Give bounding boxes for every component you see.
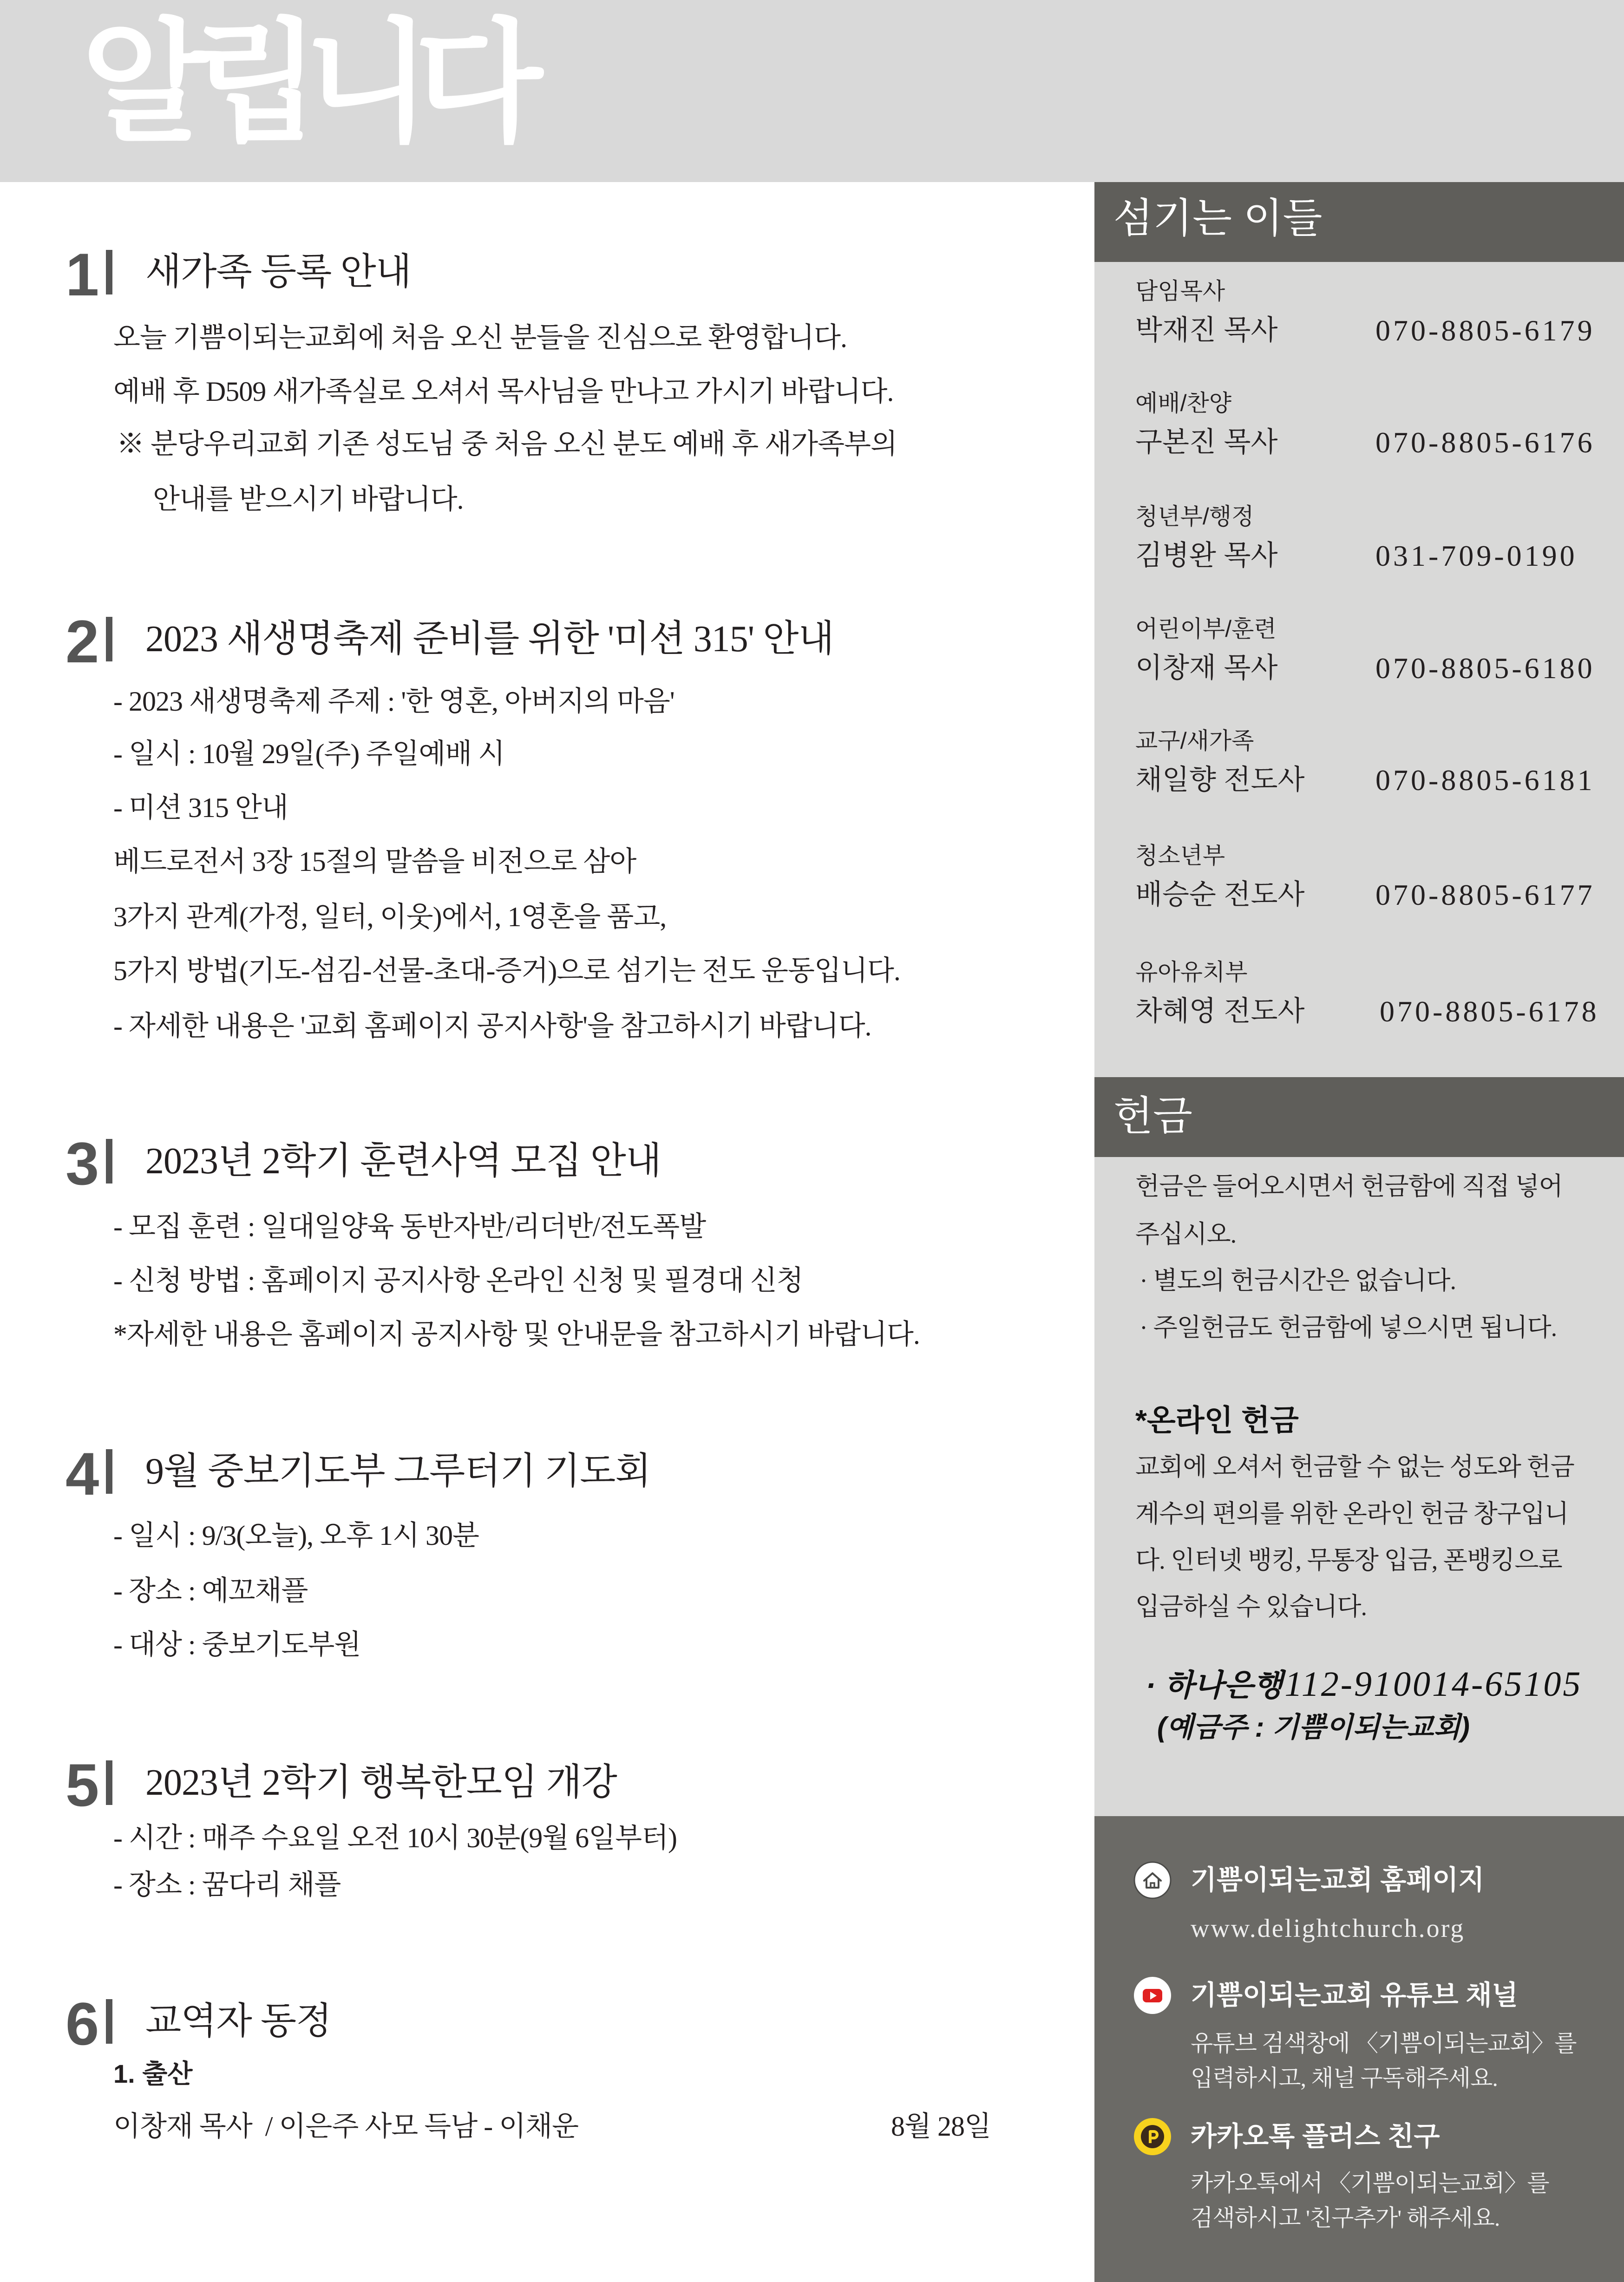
section-line: - 장소 : 꿈다리 채플 [113,1870,341,1900]
staff-name: 구본진 목사 [1135,426,1278,458]
offering-intro-line: 주십시오. [1135,1220,1237,1248]
staff-phone: 070-8805-6179 [1375,314,1595,347]
offering-heading: 헌금 [1113,1093,1193,1139]
section-title: 교역자 동정 [145,2001,332,2042]
account-number: 112-910014-65105 [1284,1665,1583,1704]
section-bar [106,1449,112,1494]
section-line: *자세한 내용은 홈페이지 공지사항 및 안내문을 참고하시기 바랍니다. [113,1319,920,1350]
section-title: 2023년 2학기 훈련사역 모집 안내 [145,1141,661,1182]
staff-role: 예배/찬양 [1135,390,1232,416]
section-line: - 일시 : 9/3(오늘), 오후 1시 30분 [113,1520,479,1551]
staff-phone: 070-8805-6176 [1375,426,1595,459]
staff-role: 청소년부 [1135,843,1225,869]
staff-name: 김병완 목사 [1135,540,1278,571]
staff-entry [1135,961,1600,1035]
online-offering-line: 계수의 편의를 위한 온라인 헌금 창구입니 [1135,1500,1569,1528]
birth-date: 8월 28일 [891,2111,991,2142]
kakao-icon [1133,2118,1172,2156]
section-line: - 2023 새생명축제 주제 : '한 영혼, 아버지의 마음' [113,686,674,717]
staff-entry [1135,844,1600,918]
youtube-icon [1133,1976,1172,2014]
link-description: 입력하시고, 채널 구독해주세요. [1191,2065,1498,2091]
section-bar [106,250,112,294]
section-line: - 자세한 내용은 '교회 홈페이지 공지사항'을 참고하시기 바랍니다. [113,1011,871,1041]
section-number: 4 [65,1440,99,1508]
link-description: 유튜브 검색창에 〈기쁨이되는교회〉를 [1191,2030,1577,2056]
section-line: 오늘 기쁨이되는교회에 처음 오신 분들을 진심으로 환영합니다. [113,322,847,353]
birth-announcement: 이창재 목사 / 이은주 사모 득남 - 이채운 [113,2111,579,2142]
section-number: 3 [65,1130,99,1197]
staff-phone: 070-8805-6180 [1375,652,1595,685]
staff-entry [1135,729,1600,804]
section-line: 안내를 받으시기 바랍니다. [153,484,464,515]
offering-intro-line: 헌금은 들어오시면서 헌금함에 직접 넣어 [1135,1172,1563,1200]
section-number: 1 [65,241,99,308]
section-title: 새가족 등록 안내 [145,252,411,293]
page-title: 알립니다 [81,9,526,157]
section-title: 9월 중보기도부 그루터기 기도회 [145,1451,651,1492]
staff-name: 이창재 목사 [1135,652,1278,683]
homepage-title: 기쁨이되는교회 홈페이지 [1191,1865,1485,1895]
section-bar [106,1139,112,1184]
link-description: 검색하시고 '친구추가' 해주세요. [1191,2205,1500,2231]
section-number: 6 [65,1990,99,2058]
staff-role: 청년부/행정 [1135,503,1254,530]
staff-role: 유아유치부 [1135,959,1248,985]
offering-note: · 주일헌금도 헌금함에 넣으시면 됩니다. [1139,1314,1557,1341]
website-url: www.delightchurch.org [1191,1914,1465,1943]
section-line: - 일시 : 10월 29일(주) 주일예배 시 [113,739,505,769]
section-subheading: 1. 출산 [113,2059,193,2088]
section-title: 2023년 2학기 행복한모임 개강 [145,1762,617,1803]
section-line: - 대상 : 중보기도부원 [113,1629,361,1660]
online-offering-line: 다. 인터넷 뱅킹, 무통장 입금, 폰뱅킹으로 [1135,1546,1562,1574]
staff-role: 담임목사 [1135,278,1225,304]
link-description: 카카오톡에서 〈기쁨이되는교회〉를 [1191,2170,1549,2196]
staff-entry [1135,392,1600,466]
online-offering-line: 교회에 오셔서 헌금할 수 없는 성도와 헌금 [1135,1453,1574,1481]
staff-role: 교구/새가족 [1135,728,1254,754]
bank-account [1146,1667,1582,1702]
section-number: 5 [65,1751,99,1819]
account-holder: (예금주 : 기쁨이되는교회) [1157,1712,1470,1743]
staff-entry [1135,505,1600,579]
staff-phone: 031-709-0190 [1375,539,1578,572]
staff-name: 차혜영 전도사 [1135,995,1305,1027]
section-bar [106,1760,112,1805]
bank-name: · 하나은행 [1146,1668,1283,1702]
section-line: 5가지 방법(기도-섬김-선물-초대-증거)으로 섬기는 전도 운동입니다. [113,955,900,986]
staff-entry [1135,617,1600,692]
section-line: 베드로전서 3장 15절의 말씀을 비전으로 삼아 [113,846,636,877]
section-line: - 장소 : 예꼬채플 [113,1576,308,1606]
online-offering-heading: *온라인 헌금 [1135,1404,1299,1437]
section-line: - 시간 : 매주 수요일 오전 10시 30분(9월 6일부터) [113,1823,677,1853]
section-bar [106,1999,112,2044]
section-line: - 미션 315 안내 [113,792,288,823]
section-title: 2023 새생명축제 준비를 위한 '미션 315' 안내 [145,619,834,660]
staff-phone: 070-8805-6178 [1380,995,1599,1028]
staff-name: 채일향 전도사 [1135,764,1305,795]
home-icon [1133,1861,1172,1899]
youtube-title: 기쁨이되는교회 유튜브 채널 [1191,1980,1518,2010]
section-number: 2 [65,608,99,675]
staff-heading: 섬기는 이들 [1113,195,1323,241]
staff-phone: 070-8805-6181 [1375,764,1595,797]
section-line: 3가지 관계(가정, 일터, 이웃)에서, 1영혼을 품고, [113,902,667,932]
staff-name: 박재진 목사 [1135,314,1278,346]
staff-name: 배승순 전도사 [1135,879,1305,910]
staff-role: 어린이부/훈련 [1135,616,1277,642]
section-line: - 모집 훈련 : 일대일양육 동반자반/리더반/전도폭발 [113,1211,706,1242]
section-bar [106,617,112,661]
section-line: - 신청 방법 : 홈페이지 공지사항 온라인 신청 및 필경대 신청 [113,1265,803,1296]
section-note: ※ 분당우리교회 기존 성도님 중 처음 오신 분도 예배 후 새가족부의 [117,429,897,459]
staff-entry [1135,280,1600,354]
offering-note: · 별도의 헌금시간은 없습니다. [1139,1267,1456,1295]
staff-phone: 070-8805-6177 [1375,878,1595,911]
section-line: 예배 후 D509 새가족실로 오셔서 목사님을 만나고 가시기 바랍니다. [113,376,894,407]
online-offering-line: 입금하실 수 있습니다. [1135,1593,1367,1621]
kakao-title: 카카오톡 플러스 친구 [1191,2121,1440,2151]
